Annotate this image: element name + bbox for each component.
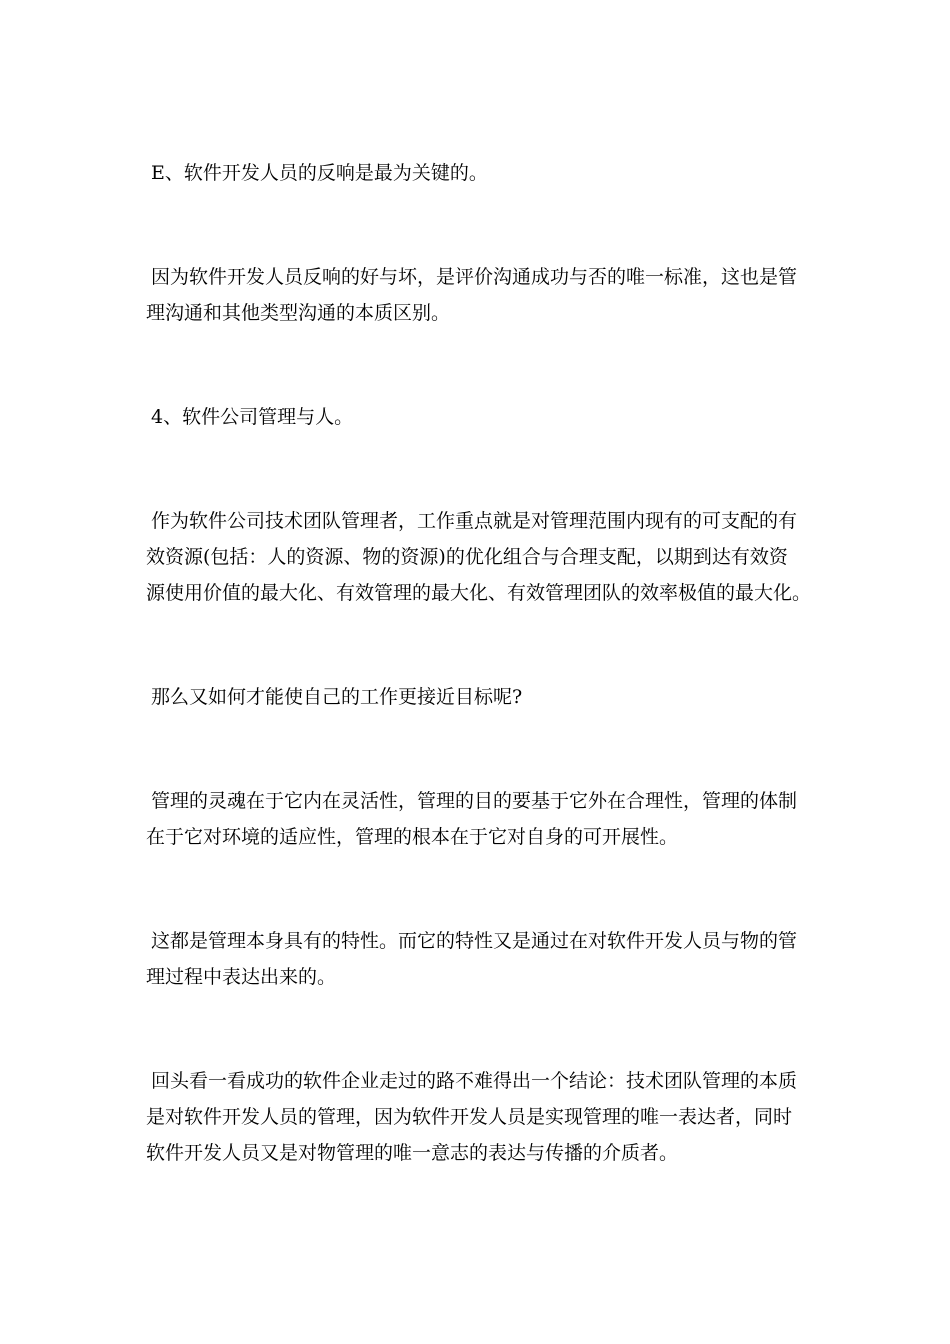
paragraph-question	[146, 679, 808, 715]
paragraph-line: 软件开发人员又是对物管理的唯一意志的表达与传播的介质者。	[146, 1142, 679, 1164]
paragraph-line: 作为软件公司技术团队管理者，工作重点就是对管理范围内现有的可支配的有	[151, 510, 798, 532]
paragraph-conclusion	[146, 1063, 808, 1171]
paragraph-line: 在于它对环境的适应性，管理的根本在于它对自身的可开展性。	[146, 826, 679, 848]
paragraph-line: 效资源(包括：人的资源、物的资源)的优化组合与合理支配，以期到达有效资	[146, 546, 788, 568]
paragraph-line: E、软件开发人员的反响是最为关键的。	[151, 162, 488, 184]
paragraph-e-feedback	[146, 155, 808, 191]
paragraph-line: 因为软件开发人员反响的好与坏，是评价沟通成功与否的唯一标准，这也是管	[151, 266, 798, 288]
paragraph-line: 理沟通和其他类型沟通的本质区别。	[146, 302, 451, 324]
paragraph-line: 4、软件公司管理与人。	[151, 406, 354, 428]
paragraph-line: 是对软件开发人员的管理，因为软件开发人员是实现管理的唯一表达者，同时	[146, 1106, 793, 1128]
paragraph-management-characteristics	[146, 923, 808, 995]
section-heading-4	[146, 399, 808, 435]
paragraph-line: 理过程中表达出来的。	[146, 966, 337, 988]
paragraph-line: 管理的灵魂在于它内在灵活性，管理的目的要基于它外在合理性，管理的体制	[151, 790, 798, 812]
paragraph-manager-focus	[146, 503, 812, 611]
paragraph-line: 源使用价值的最大化、有效管理的最大化、有效管理团队的效率极值的最大化。	[146, 582, 812, 604]
paragraph-line: 那么又如何才能使自己的工作更接近目标呢?	[151, 686, 523, 708]
paragraph-line: 这都是管理本身具有的特性。而它的特性又是通过在对软件开发人员与物的管	[151, 930, 798, 952]
paragraph-management-soul	[146, 783, 808, 855]
paragraph-feedback-explanation	[146, 259, 808, 331]
paragraph-line: 回头看一看成功的软件企业走过的路不难得出一个结论：技术团队管理的本质	[151, 1070, 798, 1092]
